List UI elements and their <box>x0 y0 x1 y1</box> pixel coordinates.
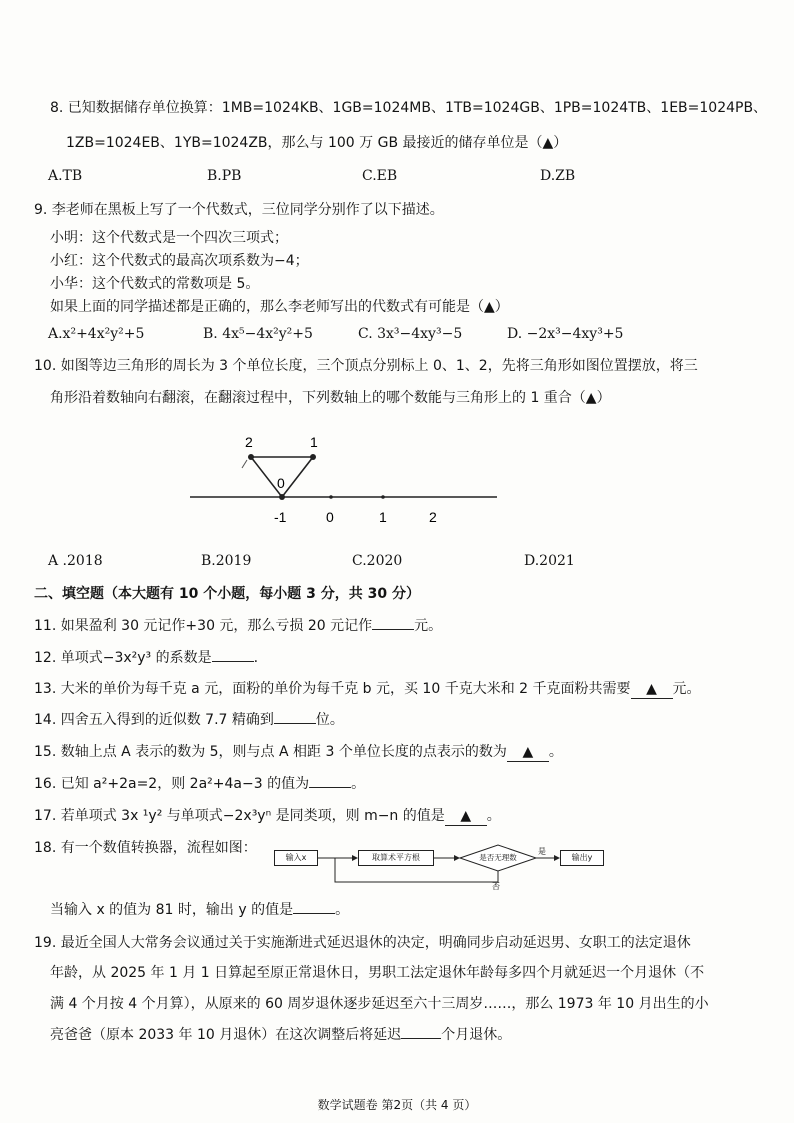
vertex-1-dot <box>310 454 316 460</box>
q19-line4 <box>50 1027 511 1044</box>
q19-line4-after: 个月退休。 <box>441 1027 512 1043</box>
flow-output-box: 输出y <box>560 850 604 866</box>
q16-text: 16. 已知 a²+2a=2，则 2a²+4a−3 的值为 <box>34 776 310 792</box>
q8-line2: 1ZB=1024EB、1YB=1024ZB，那么与 100 万 GB 最接近的储存单位是（▲） <box>66 135 568 151</box>
q12-after: . <box>253 650 259 666</box>
q9-option-d: D. −2x³−4xy³+5 <box>507 326 624 342</box>
flow-input-box: 输入x <box>274 850 318 866</box>
q15 <box>34 744 563 762</box>
vertex-label-1: 1 <box>310 434 318 450</box>
q9-option-b: B. 4x⁵−4x²y²+5 <box>203 326 313 342</box>
q17-text: 17. 若单项式 3x ¹y² 与单项式−2x³yⁿ 是同类项，则 m−n 的值是 <box>34 808 445 824</box>
q16-blank <box>309 787 351 788</box>
flow-no-label: 否 <box>492 882 500 890</box>
q10-option-d: D.2021 <box>524 553 575 569</box>
axis-label-2: 2 <box>429 509 437 525</box>
q14-after: 位。 <box>315 712 344 728</box>
flow-sqrt-box: 取算术平方根 <box>358 850 434 866</box>
q17 <box>34 808 501 826</box>
q18-follow <box>50 902 349 919</box>
axis-label-1: 1 <box>379 509 387 525</box>
tick-1-dot <box>381 495 385 499</box>
q19-blank <box>401 1038 441 1039</box>
q9-option-c: C. 3x³−4xy³−5 <box>358 326 463 342</box>
q12 <box>34 650 258 667</box>
q11-blank <box>372 629 414 630</box>
q8-option-d: D.ZB <box>540 168 576 184</box>
q11 <box>34 618 442 635</box>
q18-follow-text: 当输入 x 的值为 81 时，输出 y 的值是 <box>50 902 294 918</box>
q15-blank: ▲ <box>507 744 549 762</box>
flow-decision-label: 是否无理数 <box>479 853 517 862</box>
flow-yes-label: 是 <box>538 847 546 856</box>
q18-text: 18. 有一个数值转换器，流程如图： <box>34 840 257 856</box>
q10-option-b: B.2019 <box>201 553 252 569</box>
q15-after: 。 <box>548 744 563 760</box>
q10-option-a: A .2018 <box>48 553 103 569</box>
q14-blank <box>274 723 316 724</box>
q12-text: 12. 单项式−3x²y³ 的系数是 <box>34 650 212 666</box>
axis-label-0: 0 <box>326 509 334 525</box>
vertex-label-2: 2 <box>245 434 253 450</box>
q10-option-c: C.2020 <box>352 553 403 569</box>
q11-text: 11. 如果盈利 30 元记作+30 元，那么亏损 20 元记作 <box>34 618 373 634</box>
q9-ask: 如果上面的同学描述都是正确的，那么李老师写出的代数式有可能是（▲） <box>50 299 509 315</box>
q19-line2: 年龄，从 2025 年 1 月 1 日算起至原正常退休日，男职工法定退休年龄每多四个月就延迟一个月退休（不 <box>50 965 705 981</box>
q10-line1: 10. 如图等边三角形的周长为 3 个单位长度，三个顶点分别标上 0、1、2，先将三角形如图位置摆放，将三 <box>34 358 698 374</box>
q13-blank: ▲ <box>631 681 673 699</box>
q17-blank: ▲ <box>445 808 487 826</box>
q13 <box>34 681 701 699</box>
q11-after: 元。 <box>414 618 443 634</box>
tick-0-dot <box>329 495 333 499</box>
q12-blank <box>212 661 254 662</box>
q17-after: 。 <box>486 808 501 824</box>
q13-text: 13. 大米的单价为每千克 a 元，面粉的单价为每千克 b 元，买 10 千克大米和 2 千克面粉共需要 <box>34 681 631 697</box>
q8-option-a: A.TB <box>48 168 83 184</box>
q16-after: 。 <box>351 776 366 792</box>
q13-after: 元。 <box>672 681 701 697</box>
q14 <box>34 712 344 729</box>
q9-option-a: A.x²+4x²y²+5 <box>48 326 145 342</box>
converter-flowchart <box>270 840 610 890</box>
q9-desc-xiaohua: 小华：这个代数式的常数项是 5。 <box>50 276 260 292</box>
q15-text: 15. 数轴上点 A 表示的数为 5，则与点 A 相距 3 个单位长度的点表示的数为 <box>34 744 507 760</box>
q16 <box>34 776 365 793</box>
axis-label-neg1: -1 <box>274 509 287 525</box>
q9-desc-xiaoming: 小明：这个代数式是一个四次三项式； <box>50 230 288 246</box>
q8-option-c: C.EB <box>362 168 398 184</box>
q9-desc-xiaohong: 小红：这个代数式的最高次项系数为−4； <box>50 253 309 269</box>
q10-line2: 角形沿着数轴向右翻滚，在翻滚过程中，下列数轴上的哪个数能与三角形上的 1 重合（▲） <box>50 390 611 406</box>
q14-text: 14. 四舍五入得到的近似数 7.7 精确到 <box>34 712 274 728</box>
q19-line3: 满 4 个月按 4 个月算），从原来的 60 周岁退休逐步延迟至六十三周岁……，那么 1973 年 10 月出生的小 <box>50 996 709 1012</box>
section-fill-in-title: 二、填空题（本大题有 10 个小题，每小题 3 分，共 30 分） <box>34 586 420 602</box>
q8-line1: 8. 已知数据储存单位换算：1MB=1024KB、1GB=1024MB、1TB=1024GB、1PB=1024TB、1EB=1024PB、 <box>50 100 768 116</box>
q19-line1: 19. 最近全国人大常务会议通过关于实施渐进式延迟退休的决定，明确同步启动延迟男、女职工的法定退休 <box>34 935 691 951</box>
q8-option-b: B.PB <box>207 168 242 184</box>
q9-stem: 9. 李老师在黑板上写了一个代数式，三位同学分别作了以下描述。 <box>34 202 444 218</box>
q18-blank <box>293 913 335 914</box>
triangle-number-line-figure <box>185 430 505 530</box>
page-footer: 数学试题卷 第2页（共 4 页） <box>317 1098 477 1112</box>
vertex-label-0: 0 <box>277 475 285 491</box>
q19-line4-text: 亮爸爸（原本 2033 年 10 月退休）在这次调整后将延迟 <box>50 1027 402 1043</box>
vertex-2-dot <box>248 454 254 460</box>
vertex-0-dot <box>279 494 285 500</box>
q18-after: 。 <box>335 902 350 918</box>
